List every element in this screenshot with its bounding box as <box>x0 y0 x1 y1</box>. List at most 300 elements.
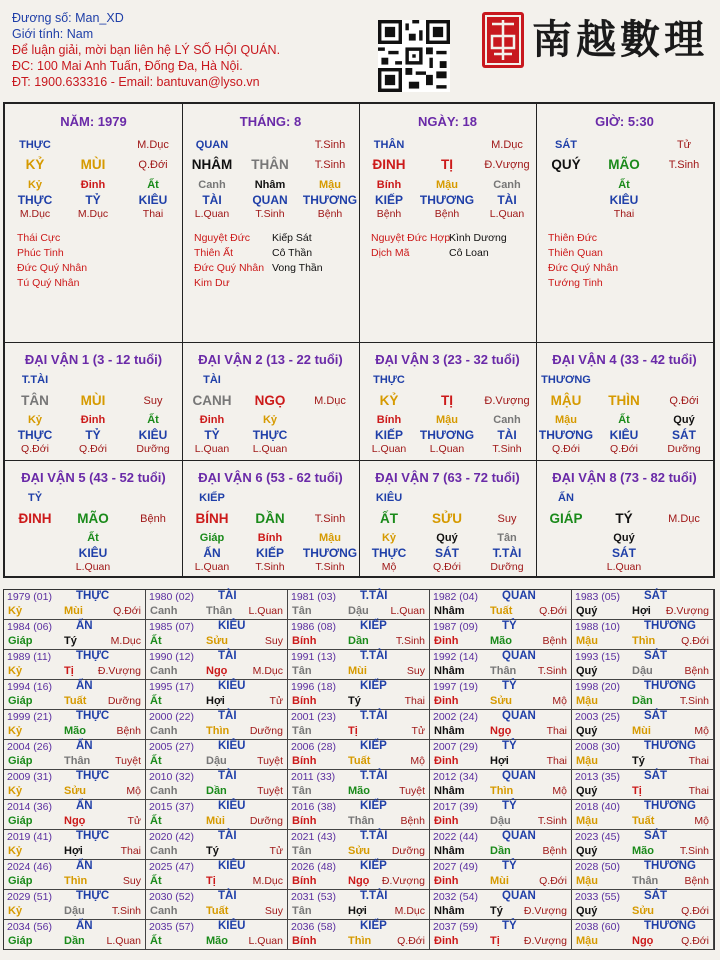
year-label: 2017 (39) <box>433 801 478 813</box>
stem-phase: M.Dục <box>137 139 169 151</box>
year-label: 2002 (24) <box>433 711 478 723</box>
year-god: THƯƠNG <box>644 680 696 692</box>
year-cell <box>572 650 714 680</box>
owner-name: Đương số: Man_XD <box>12 11 124 25</box>
year-label: 2023 (45) <box>575 831 620 843</box>
year-phase: Thai <box>404 695 425 707</box>
year-god: T.TÀI <box>360 890 388 902</box>
year-cell <box>4 860 146 890</box>
year-cell <box>430 620 572 650</box>
hidden-god: THỰC <box>17 428 53 442</box>
year-god: TÀI <box>218 710 237 722</box>
year-label: 2018 (40) <box>575 801 620 813</box>
year-cell <box>4 800 146 830</box>
year-branch: Hợi <box>348 905 367 917</box>
decade-title: ĐẠI VẬN 3 (23 - 32 tuổi) <box>375 352 520 367</box>
hidden-god: TÀI <box>497 193 517 207</box>
year-god: TÀI <box>218 650 237 662</box>
hidden-god: KIẾP <box>255 546 284 560</box>
year-cell <box>146 920 288 950</box>
year-phase: M.Dục <box>394 905 425 917</box>
year-stem: Ất <box>150 815 162 827</box>
star-item: Kiếp Sát <box>272 232 312 244</box>
earthly-branch: NGỌ <box>254 393 286 408</box>
pillar-title: NĂM: 1979 <box>60 114 127 129</box>
hidden-god: SÁT <box>672 428 696 442</box>
stem-god: THƯƠNG <box>541 374 591 386</box>
stem-god: SÁT <box>555 139 577 151</box>
branch-phase: Bệnh <box>140 513 166 525</box>
heavenly-stem: TÂN <box>21 393 49 408</box>
year-god: TỶ <box>502 860 517 872</box>
year-branch: Thân <box>206 605 233 617</box>
hidden-stem: Đinh <box>199 414 225 426</box>
year-branch: Ngọ <box>348 875 370 887</box>
hidden-phase: Q.Đới <box>21 443 49 455</box>
year-stem: Nhâm <box>434 725 465 737</box>
year-label: 1993 (15) <box>575 651 620 663</box>
year-cell <box>288 680 430 710</box>
year-phase: M.Dục <box>110 635 141 647</box>
year-cell <box>288 770 430 800</box>
decade-luck-cell <box>5 342 182 460</box>
year-cell <box>430 830 572 860</box>
year-phase: Dưỡng <box>391 845 425 857</box>
year-phase: Dưỡng <box>249 815 283 827</box>
year-cell <box>572 890 714 920</box>
year-label: 2000 (22) <box>149 711 194 723</box>
year-phase: Q.Đới <box>113 605 141 617</box>
hidden-phase: L.Quan <box>194 208 230 220</box>
earthly-branch: MÃO <box>77 511 109 526</box>
hidden-stem: Canh <box>198 179 226 191</box>
star-list <box>449 231 507 261</box>
year-stem: Mậu <box>576 935 598 947</box>
pillar-cell <box>5 104 182 342</box>
year-branch: Thân <box>348 815 375 827</box>
star-item: Thiên Đức <box>548 232 598 244</box>
star-item: Tú Quý Nhân <box>17 277 80 289</box>
year-label: 2032 (54) <box>433 891 478 903</box>
year-stem: Quý <box>576 665 598 677</box>
year-branch: Ngọ <box>632 935 654 947</box>
stem-god: QUAN <box>195 139 229 151</box>
year-cell <box>146 620 288 650</box>
year-god: KIÊU <box>218 680 246 692</box>
hidden-god: THƯƠNG <box>302 193 358 207</box>
year-stem: Tân <box>292 725 312 737</box>
year-god: KIẾP <box>360 920 387 932</box>
year-branch: Ngọ <box>206 665 228 677</box>
year-phase: Thai <box>546 725 567 737</box>
year-phase: L.Quan <box>106 935 141 947</box>
year-stem: Bính <box>292 815 317 827</box>
year-stem: Bính <box>292 635 317 647</box>
hidden-god: TỶ <box>204 428 220 442</box>
year-cell <box>146 740 288 770</box>
year-branch: Dần <box>64 935 85 947</box>
star-item: Thiên Ất <box>194 247 234 259</box>
year-phase: T.Sinh <box>679 695 709 707</box>
year-god: SÁT <box>644 890 667 902</box>
earthly-branch: THÂN <box>251 157 289 172</box>
year-label: 2001 (23) <box>291 711 336 723</box>
year-stem: Nhâm <box>434 845 465 857</box>
year-phase: T.Sinh <box>537 815 567 827</box>
year-phase: Suy <box>264 905 283 917</box>
year-god: ẤN <box>76 740 93 752</box>
star-item: Thái Cực <box>17 232 61 244</box>
year-branch: Hợi <box>490 755 509 767</box>
hidden-stem: Tân <box>497 532 517 544</box>
year-label: 2012 (34) <box>433 771 478 783</box>
star-item: Nguyệt Đức Hợp <box>371 232 451 244</box>
year-stem: Quý <box>576 725 598 737</box>
year-branch: Sửu <box>206 635 229 647</box>
year-god: THƯƠNG <box>644 800 696 812</box>
year-branch: Dần <box>348 635 369 647</box>
hidden-stem: Ất <box>147 414 159 426</box>
stem-phase: T.Sinh <box>314 139 346 151</box>
year-cell <box>572 860 714 890</box>
year-branch: Mão <box>632 845 654 857</box>
year-stem: Mậu <box>576 695 598 707</box>
year-god: THỰC <box>76 590 110 602</box>
year-stem: Kỷ <box>8 665 23 677</box>
year-phase: M.Dục <box>252 875 283 887</box>
year-stem: Ất <box>150 875 162 887</box>
year-god: THỰC <box>76 830 110 842</box>
year-god: TÀI <box>218 770 237 782</box>
earthly-branch: SỬU <box>432 511 462 526</box>
year-branch: Sửu <box>490 695 513 707</box>
year-god: THỰC <box>76 890 110 902</box>
year-branch: Tị <box>632 785 642 797</box>
hidden-phase: Thai <box>142 208 164 220</box>
hidden-god: ẤN <box>203 546 221 560</box>
year-phase: Đ.Vượng <box>665 605 709 617</box>
year-god: SÁT <box>644 590 667 602</box>
decade-luck-cell <box>182 460 359 576</box>
year-branch: Mùi <box>348 665 367 677</box>
year-cell <box>146 770 288 800</box>
hidden-phase: Q.Đới <box>552 443 580 455</box>
year-branch: Mão <box>64 725 86 737</box>
year-cell <box>430 650 572 680</box>
hidden-stem: Ất <box>87 532 99 544</box>
stem-god: ẤN <box>558 492 574 504</box>
star-item: Đức Quý Nhân <box>548 262 619 274</box>
year-cell <box>430 860 572 890</box>
logo-text: 南越數理 <box>532 16 708 63</box>
hidden-god: TÀI <box>202 193 222 207</box>
year-god: KIẾP <box>360 620 387 632</box>
hidden-god: KIÊU <box>138 193 168 207</box>
hidden-phase: L.Quan <box>194 561 230 573</box>
stem-god: KIÊU <box>375 492 403 504</box>
year-branch: Thìn <box>490 785 514 797</box>
star-list <box>17 231 87 291</box>
year-label: 2016 (38) <box>291 801 336 813</box>
year-cell <box>288 890 430 920</box>
star-list <box>548 231 618 291</box>
year-god: KIÊU <box>218 920 246 932</box>
decade-luck-cell <box>359 342 536 460</box>
branch-phase: Suy <box>497 513 517 525</box>
year-branch: Dần <box>490 845 511 857</box>
pillar-title: NGÀY: 18 <box>418 114 477 129</box>
year-phase: Tử <box>411 725 425 737</box>
year-cell <box>288 590 430 620</box>
hidden-phase: L.Quan <box>489 208 525 220</box>
year-phase: Tuyệt <box>257 755 283 767</box>
year-stem: Giáp <box>8 935 33 947</box>
year-cell <box>572 740 714 770</box>
year-stem: Đinh <box>434 875 459 887</box>
year-stem: Nhâm <box>434 605 465 617</box>
year-phase: M.Dục <box>252 665 283 677</box>
year-branch: Dậu <box>490 815 511 827</box>
year-cell <box>288 650 430 680</box>
hidden-phase: L.Quan <box>252 443 288 455</box>
year-cell <box>4 710 146 740</box>
year-god: T.TÀI <box>360 770 388 782</box>
year-cell <box>4 680 146 710</box>
hidden-phase: T.Sinh <box>255 208 285 220</box>
year-cell <box>288 830 430 860</box>
hidden-god: THƯƠNG <box>302 546 358 560</box>
branch-phase: Đ.Vượng <box>484 395 530 407</box>
year-label: 1994 (16) <box>7 681 52 693</box>
year-stem: Mậu <box>576 635 598 647</box>
hidden-stem: Mậu <box>436 179 458 191</box>
year-branch: Hợi <box>64 845 83 857</box>
year-phase: Mộ <box>694 725 709 737</box>
year-phase: Bệnh <box>400 815 425 827</box>
year-cell <box>430 800 572 830</box>
year-cell <box>288 860 430 890</box>
hidden-god: THỰC <box>17 193 53 207</box>
decade-luck-cell <box>359 460 536 576</box>
year-label: 1984 (06) <box>7 621 52 633</box>
hidden-stem: Kỷ <box>262 414 278 426</box>
year-stem: Mậu <box>576 815 598 827</box>
year-cell <box>146 590 288 620</box>
year-label: 2028 (50) <box>575 861 620 873</box>
year-label: 2006 (28) <box>291 741 336 753</box>
year-stem: Nhâm <box>434 785 465 797</box>
branch-phase: T.Sinh <box>668 159 700 171</box>
year-phase: Q.Đới <box>397 935 425 947</box>
year-branch: Mùi <box>632 725 651 737</box>
year-stem: Quý <box>576 785 598 797</box>
year-label: 2036 (58) <box>291 921 336 933</box>
year-phase: T.Sinh <box>679 845 709 857</box>
year-god: THƯƠNG <box>644 740 696 752</box>
hidden-phase: Dưỡng <box>667 443 701 455</box>
hidden-phase: L.Quan <box>606 561 642 573</box>
year-stem: Đinh <box>434 695 459 707</box>
hidden-phase: T.Sinh <box>255 561 285 573</box>
year-label: 2004 (26) <box>7 741 52 753</box>
year-cell <box>288 740 430 770</box>
hidden-phase: Q.Đới <box>433 561 461 573</box>
hidden-god: KIÊU <box>609 428 639 442</box>
hidden-stem: Bính <box>376 414 402 426</box>
year-branch: Dậu <box>206 755 227 767</box>
year-phase: Đ.Vượng <box>97 665 141 677</box>
year-cell <box>4 650 146 680</box>
hidden-god: KIÊU <box>609 193 639 207</box>
year-god: THỰC <box>76 770 110 782</box>
year-phase: Bệnh <box>684 875 709 887</box>
earthly-branch: TÝ <box>615 511 633 526</box>
heavenly-stem: NHÂM <box>191 157 233 172</box>
year-cell <box>4 830 146 860</box>
year-branch: Mão <box>490 635 512 647</box>
year-god: KIẾP <box>360 800 387 812</box>
year-branch: Mùi <box>64 605 83 617</box>
year-phase: Mộ <box>694 815 709 827</box>
year-stem: Quý <box>576 605 598 617</box>
year-cell <box>146 860 288 890</box>
year-phase: Bệnh <box>116 725 141 737</box>
earthly-branch: TỊ <box>441 393 453 408</box>
hidden-stem: Bính <box>257 532 283 544</box>
year-stem: Ất <box>150 635 162 647</box>
year-god: QUAN <box>502 590 536 602</box>
star-item: Thiên Quan <box>548 247 603 259</box>
year-label: 2011 (33) <box>291 771 336 783</box>
hidden-god: QUAN <box>252 193 288 207</box>
year-phase: Q.Đới <box>681 635 709 647</box>
stem-god: T.TÀI <box>21 374 49 386</box>
decade-luck-cell <box>536 342 713 460</box>
earthly-branch: MÙI <box>80 393 106 408</box>
year-stem: Bính <box>292 875 317 887</box>
year-label: 2024 (46) <box>7 861 52 873</box>
year-god: KIẾP <box>360 860 387 872</box>
hidden-stem: Mậu <box>555 414 577 426</box>
pillar-title: THÁNG: 8 <box>239 114 302 129</box>
year-god: THỰC <box>76 650 110 662</box>
year-stem: Quý <box>576 905 598 917</box>
year-branch: Thân <box>632 875 659 887</box>
hidden-god: KIẾP <box>374 193 403 207</box>
decade-luck-cell <box>182 342 359 460</box>
branch-phase: T.Sinh <box>314 159 346 171</box>
year-cell <box>430 740 572 770</box>
year-branch: Dậu <box>348 605 369 617</box>
earthly-branch: TỊ <box>441 157 453 172</box>
year-phase: Bệnh <box>542 845 567 857</box>
hidden-stem: Ất <box>618 179 630 191</box>
year-branch: Sửu <box>348 845 371 857</box>
year-branch: Mão <box>206 935 228 947</box>
year-cell <box>572 770 714 800</box>
year-god: ẤN <box>76 620 93 632</box>
year-phase: Tử <box>269 695 283 707</box>
hidden-god: KIÊU <box>138 428 168 442</box>
year-phase: Đ.Vượng <box>523 905 567 917</box>
year-stem: Tân <box>292 785 312 797</box>
decade-title: ĐẠI VẬN 6 (53 - 62 tuổi) <box>198 470 343 485</box>
year-branch: Thìn <box>632 635 656 647</box>
hidden-god: TỶ <box>85 193 101 207</box>
hidden-stem: Đinh <box>80 179 106 191</box>
year-label: 1996 (18) <box>291 681 336 693</box>
decade-luck-cell <box>536 460 713 576</box>
branch-phase: Q.Đới <box>138 159 168 171</box>
year-cell <box>146 890 288 920</box>
decade-title: ĐẠI VẬN 8 (73 - 82 tuổi) <box>552 470 697 485</box>
year-cell <box>288 620 430 650</box>
stem-god: KIẾP <box>199 492 225 504</box>
star-item: Đức Quý Nhân <box>17 262 88 274</box>
year-phase: Tuyệt <box>115 755 141 767</box>
year-cell <box>288 710 430 740</box>
heavenly-stem: ĐINH <box>18 511 52 526</box>
year-cell <box>572 830 714 860</box>
year-cell <box>4 890 146 920</box>
year-branch: Thìn <box>64 875 88 887</box>
year-label: 2008 (30) <box>575 741 620 753</box>
stem-god: THÂN <box>373 139 405 151</box>
year-god: KIÊU <box>218 800 246 812</box>
year-phase: T.Sinh <box>111 905 141 917</box>
heavenly-stem: MẬU <box>550 393 582 408</box>
year-cell <box>430 770 572 800</box>
hidden-stem: Kỷ <box>27 414 43 426</box>
hidden-god: T.TÀI <box>492 546 522 560</box>
heavenly-stem: ẤT <box>380 511 398 526</box>
year-cell <box>146 650 288 680</box>
year-stem: Kỷ <box>8 725 23 737</box>
year-stem: Tân <box>292 845 312 857</box>
hidden-stem: Kỷ <box>381 532 397 544</box>
year-branch: Tị <box>348 725 358 737</box>
year-branch: Tuất <box>64 695 87 707</box>
year-cell <box>430 890 572 920</box>
year-label: 1997 (19) <box>433 681 478 693</box>
year-god: T.TÀI <box>360 830 388 842</box>
year-stem: Giáp <box>8 755 33 767</box>
year-label: 2029 (51) <box>7 891 52 903</box>
year-stem: Giáp <box>8 815 33 827</box>
hidden-stem: Đinh <box>80 414 106 426</box>
year-label: 2021 (43) <box>291 831 336 843</box>
year-god: TÀI <box>218 890 237 902</box>
decade-title: ĐẠI VẬN 4 (33 - 42 tuổi) <box>552 352 697 367</box>
hidden-stem: Mậu <box>319 532 341 544</box>
year-cell <box>146 680 288 710</box>
year-branch: Sửu <box>64 785 87 797</box>
hidden-phase: Dưỡng <box>136 443 170 455</box>
hidden-stem: Quý <box>673 414 695 426</box>
year-branch: Tị <box>64 665 74 677</box>
year-stem: Tân <box>292 665 312 677</box>
year-god: KIÊU <box>218 620 246 632</box>
hidden-god: THƯƠNG <box>419 428 475 442</box>
year-god: SÁT <box>644 830 667 842</box>
year-branch: Thân <box>490 665 517 677</box>
year-stem: Ất <box>150 755 162 767</box>
year-phase: Tuyệt <box>257 785 283 797</box>
year-cell <box>572 680 714 710</box>
year-phase: L.Quan <box>248 605 283 617</box>
hidden-phase: Thai <box>613 208 635 220</box>
year-cell <box>4 740 146 770</box>
